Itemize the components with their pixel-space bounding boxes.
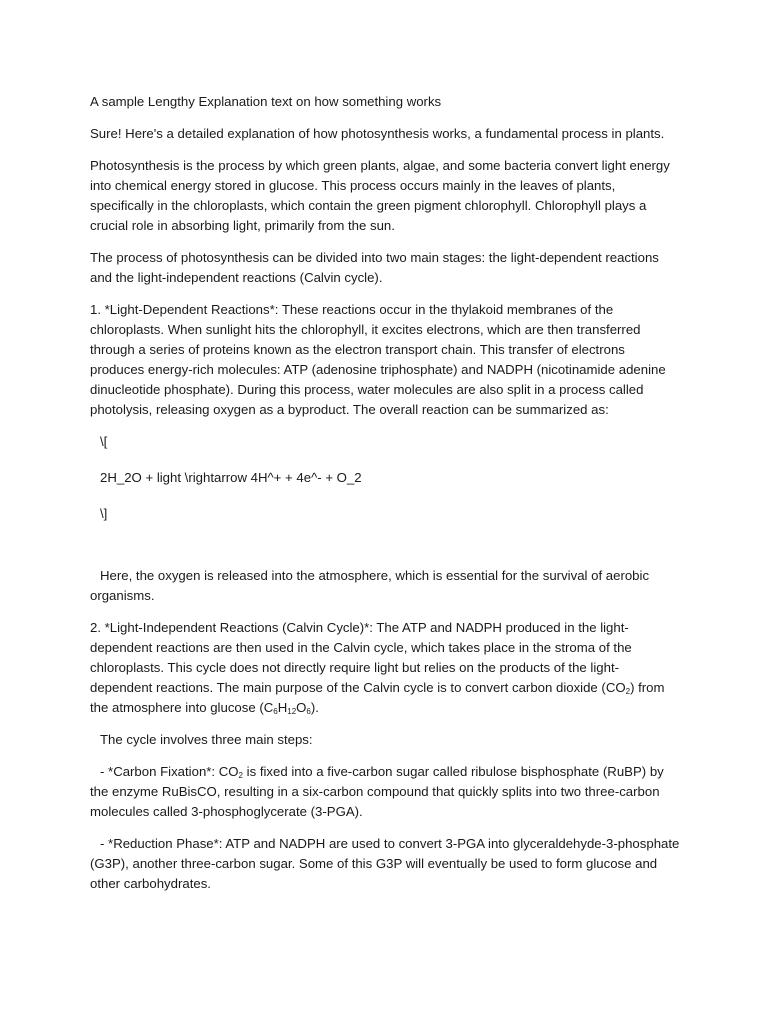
carbon-fixation-paragraph [90,762,680,822]
subscript: 6 [273,707,278,716]
light-dependent-paragraph: 1. *Light-Dependent Reactions*: These reactions occur in the thylakoid membranes of the chloroplasts. When sunlight hits the chlorophyll, it excites electrons, which are then transferred through a series of proteins known as the electron transport chain. This transfer of electrons produces energy-rich molecules: ATP (adenosine triphosphate) and NADPH (nicotinamide adenine dinucleotide phosphate). During this process, water molecules are also split in a process called photolysis, releasing oxygen as a byproduct. The overall reaction can be summarized as: [90,302,666,417]
calvin-text-3: H [277,700,288,715]
steps-intro-paragraph [90,730,680,750]
equation-open: \[ [100,434,108,449]
document-title: A sample Lengthy Explanation text on how something works [90,94,442,109]
spacer [90,540,680,566]
calvin-text-2: ) from the atmosphere into glucose (C [90,680,665,715]
reduction-phase-paragraph [90,834,680,894]
carbon-fixation-text-1: - *Carbon Fixation*: CO [100,764,239,779]
calvin-text-1: 2. *Light-Independent Reactions (Calvin Cycle)*: The ATP and NADPH produced in the light-dependent reactions are then used in the Calvin cycle, which takes place in the stroma of the chloroplasts. This cycle does not directly require light but relies on the products of the light-dependent reactions. The main purpose of the Calvin cycle is to convert carbon dioxide (CO [90,620,632,695]
subscript: 2 [625,687,631,696]
intro-paragraph: Sure! Here's a detailed explanation of how photosynthesis works, a fundamental process in plants. [90,126,665,141]
equation-close: \] [100,506,108,521]
subscript: 12 [287,707,297,716]
subscript: 2 [238,771,243,780]
definition-paragraph: Photosynthesis is the process by which green plants, algae, and some bacteria convert light energy into chemical energy stored in glucose. This process occurs mainly in the leaves of plants, specifically in the chloroplasts, which contain the green pigment chlorophyll. Chlorophyll plays a crucial role in absorbing light, primarily from the sun. [90,158,670,233]
calvin-text-4: O [296,700,307,715]
oxygen-text: Here, the oxygen is released into the atmosphere, which is essential for the survival of aerobic organisms. [90,568,650,603]
stages-paragraph: The process of photosynthesis can be divided into two main stages: the light-dependent reactions and the light-independent reactions (Calvin cycle). [90,250,659,285]
document-body [90,92,680,906]
reduction-phase-text: - *Reduction Phase*: ATP and NADPH are used to convert 3-PGA into glyceraldehyde-3-phosphate (G3P), another three-carbon sugar. Some of this G3P will eventually be used to form glucose and other carbohydrates. [90,836,680,891]
carbon-fixation-text-2: is fixed into a five-carbon sugar called ribulose bisphosphate (RuBP) by the enzyme RuBisCO, resulting in a six-carbon compound that quickly splits into two three-carbon molecules called 3-phosphoglycerate (3-PGA). [90,764,664,819]
oxygen-paragraph [90,566,680,606]
subscript: 6 [306,707,311,716]
steps-intro-text: The cycle involves three main steps: [100,732,313,747]
calvin-cycle-paragraph [90,618,680,718]
equation-body: 2H_2O + light \rightarrow 4H^+ + 4e^- + O_2 [100,470,362,485]
calvin-text-5: ). [310,700,319,715]
